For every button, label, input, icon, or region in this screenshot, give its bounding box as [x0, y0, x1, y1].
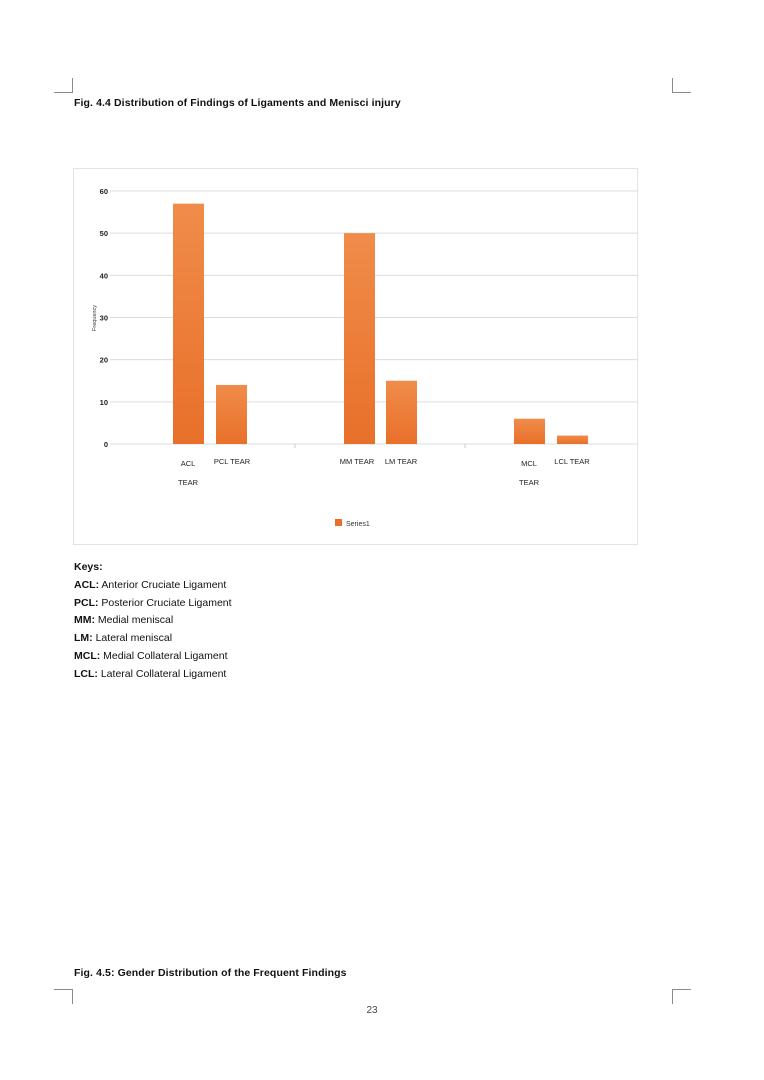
bar-chart — [73, 168, 638, 545]
key-abbr: PCL: — [74, 596, 99, 609]
key-text: Lateral Collateral Ligament — [100, 667, 227, 680]
x-tick-label: LCL TEAR — [554, 457, 590, 466]
key-abbr: ACL: — [74, 578, 100, 591]
y-tick-label: 0 — [103, 440, 108, 449]
key-abbr: LM: — [74, 632, 93, 645]
crop-mark-top-left — [54, 78, 73, 93]
x-tick-label: MM TEAR — [339, 457, 375, 466]
figure-caption-4-5: Fig. 4.5: Gender Distribution of the Frequent Findings — [74, 967, 347, 979]
x-tick-label: TEAR — [177, 478, 199, 487]
x-tick-label: MCL — [521, 459, 537, 468]
keys-title: Keys: — [74, 561, 103, 573]
bar-mm-tear — [344, 233, 375, 444]
y-tick-label: 30 — [99, 313, 108, 323]
y-tick-label: 10 — [99, 397, 108, 407]
key-text: Medial meniscal — [97, 614, 174, 627]
key-text: Posterior Cruciate Ligament — [101, 596, 232, 609]
key-row-pcl — [74, 595, 232, 613]
x-tick-label: PCL TEAR — [213, 457, 251, 466]
crop-mark-top-right — [672, 78, 691, 93]
key-text: Lateral meniscal — [95, 632, 173, 645]
key-abbr: LCL: — [74, 667, 98, 680]
key-text: Anterior Cruciate Ligament — [101, 578, 227, 591]
x-tick-label: LM TEAR — [384, 457, 418, 466]
key-row-acl — [74, 577, 232, 595]
legend-label: Series1 — [346, 521, 370, 528]
key-text: Medial Collateral Ligament — [103, 649, 228, 662]
figure-caption-4-4: Fig. 4.4 Distribution of Findings of Ligaments and Menisci injury — [74, 97, 401, 109]
bar-lm-tear — [386, 381, 417, 444]
y-tick-label: 20 — [99, 355, 108, 365]
bar-acl-tear — [173, 204, 204, 444]
key-abbr: MM: — [74, 614, 95, 627]
key-row-lcl — [74, 666, 232, 684]
chart-canvas — [74, 169, 637, 544]
bar-pcl-tear — [216, 385, 247, 444]
y-axis-label: Frequency — [92, 305, 98, 331]
page-number: 23 — [366, 1005, 378, 1016]
bar-lcl-tear — [557, 436, 588, 444]
key-abbr: MCL: — [74, 649, 101, 662]
y-tick-label: 40 — [99, 271, 108, 281]
x-tick-label: ACL — [180, 459, 196, 468]
key-row-mm — [74, 612, 232, 630]
bar-mcl-tear — [514, 419, 545, 444]
legend-swatch — [335, 519, 342, 526]
crop-mark-bottom-left — [54, 989, 73, 1004]
key-row-lm — [74, 630, 232, 648]
y-tick-label: 50 — [99, 229, 108, 239]
y-tick-label: 60 — [99, 187, 108, 196]
key-row-mcl — [74, 648, 232, 666]
crop-mark-bottom-right — [672, 989, 691, 1004]
x-tick-label: TEAR — [518, 478, 540, 487]
keys-legend — [74, 559, 232, 684]
